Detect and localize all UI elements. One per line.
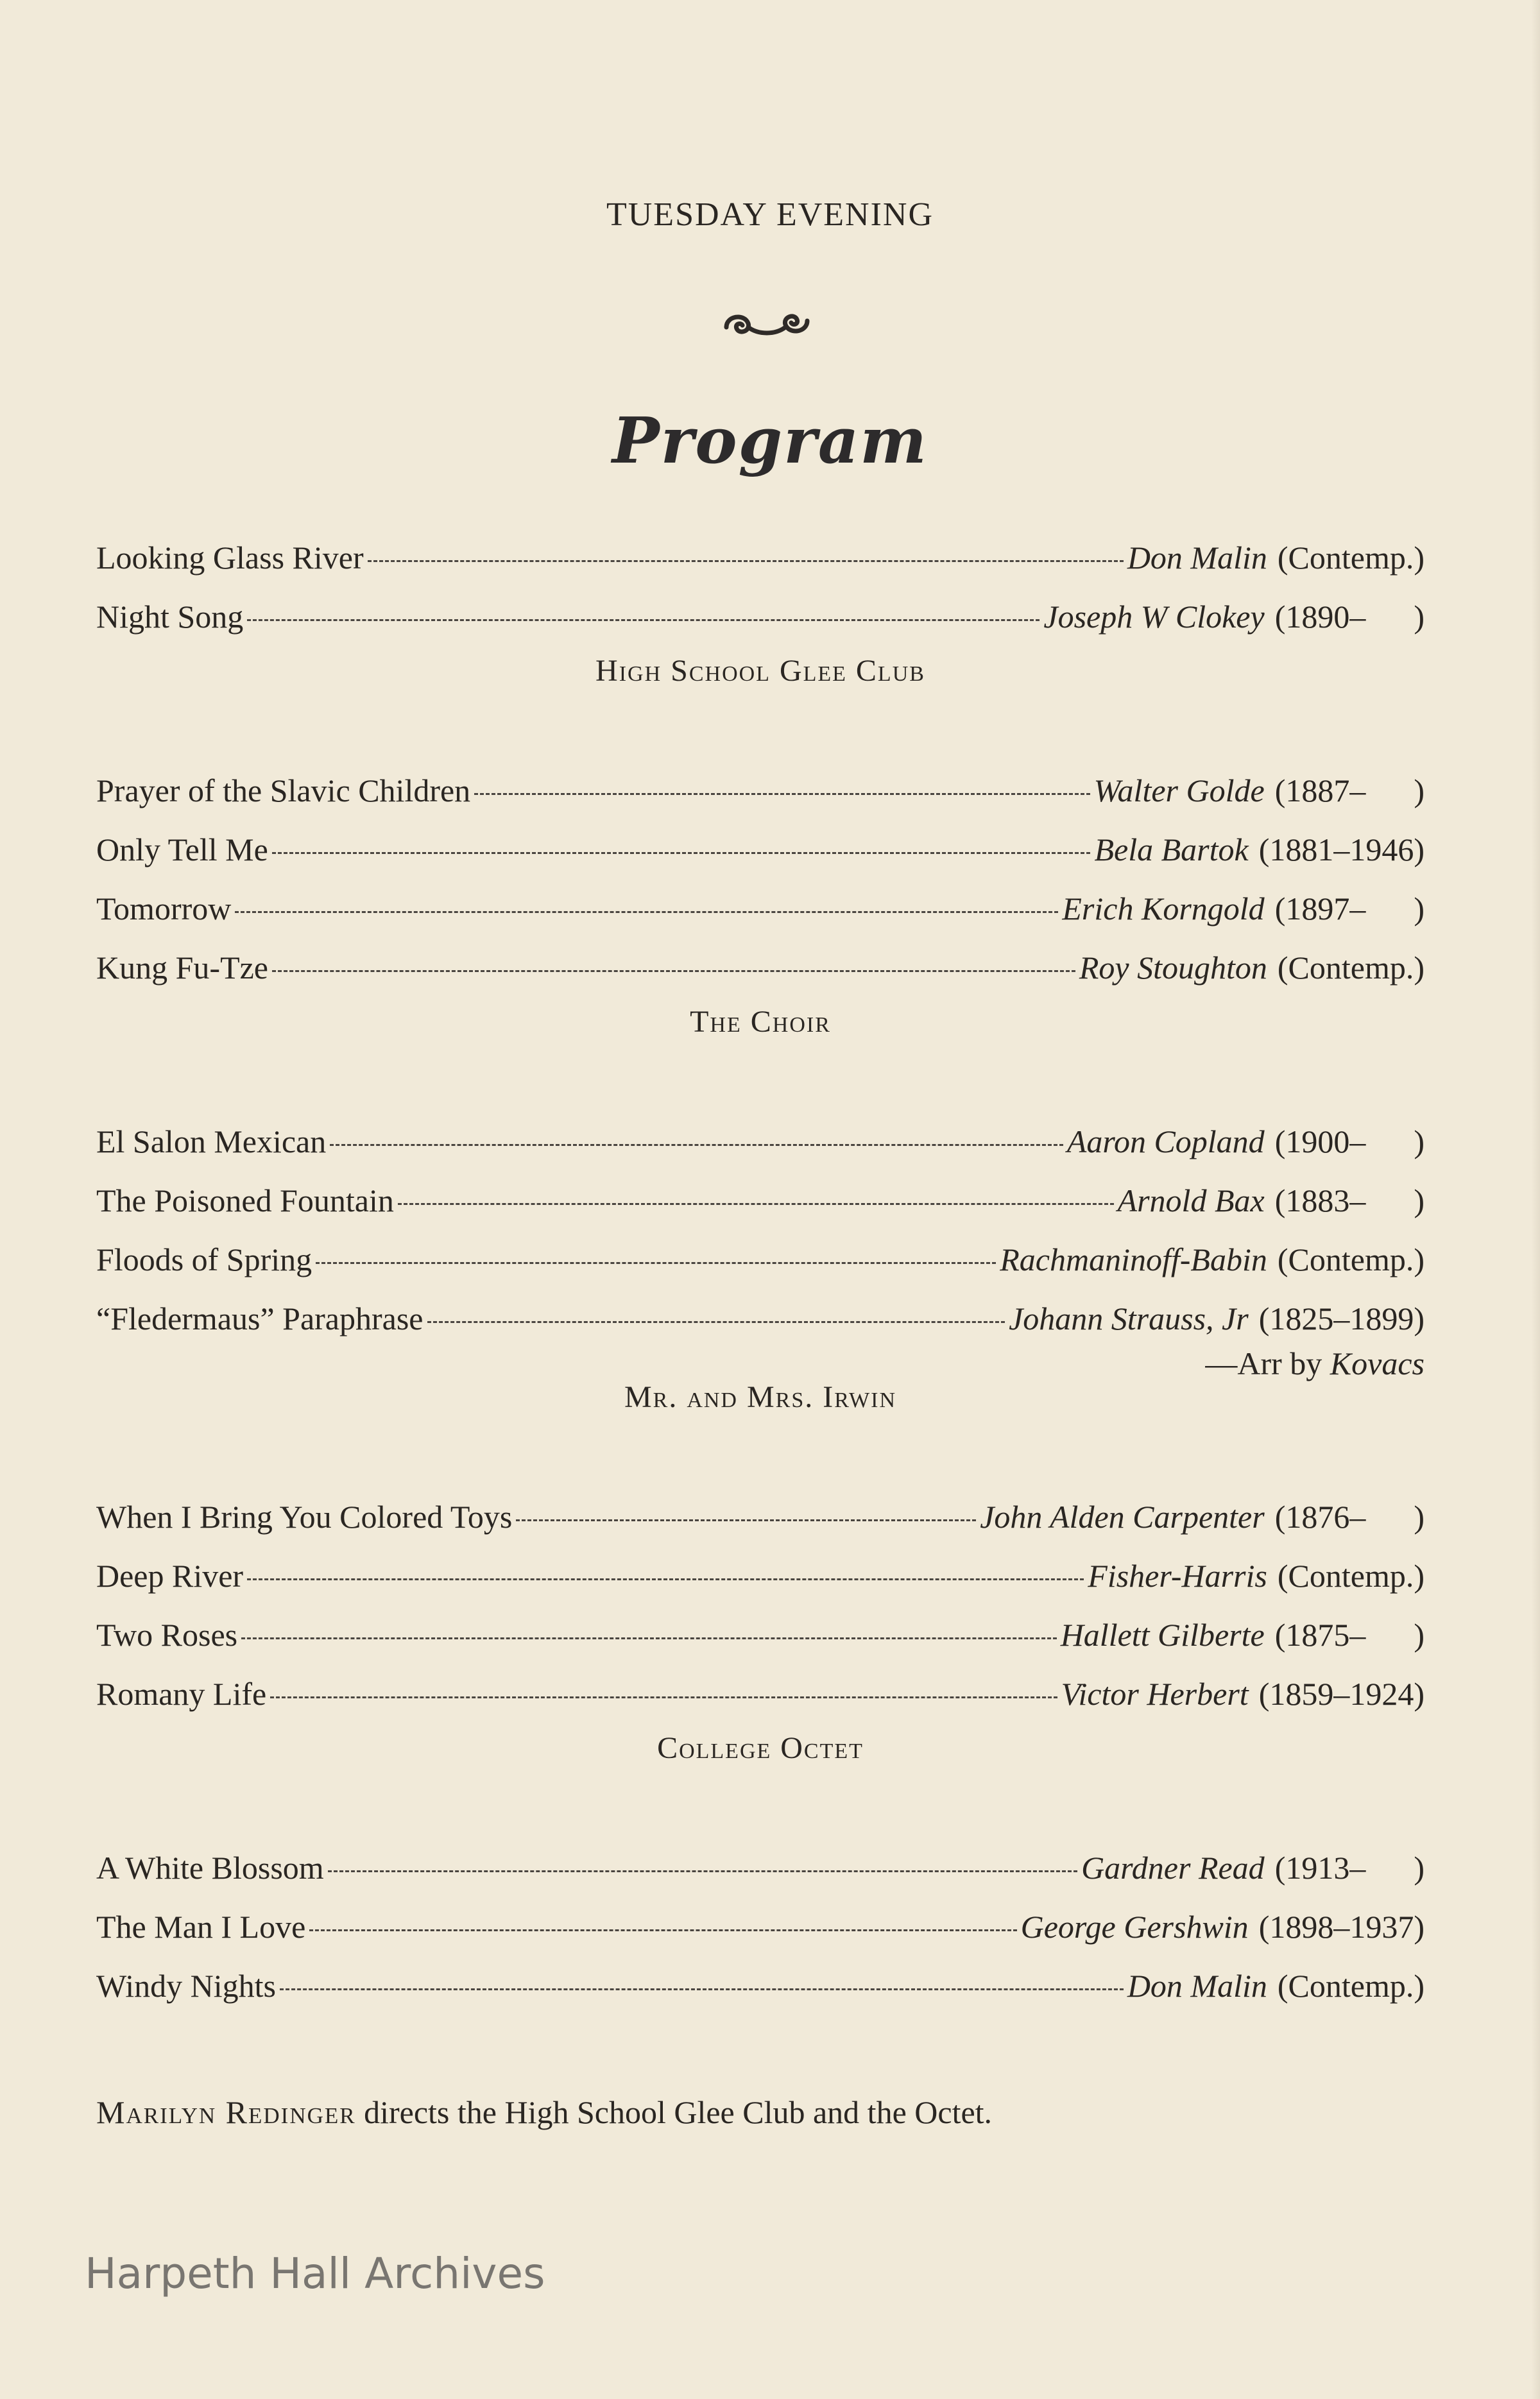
page-edge-shadow [1531,0,1540,2399]
director-name: Marilyn Redinger [96,2094,356,2130]
composer-dates: (Contemp.) [1277,950,1425,986]
composer-name: Rachmaninoff-Babin [1000,1242,1267,1277]
program-entry [96,1675,1425,1734]
work-title: Deep River [96,1558,244,1594]
work-title: El Salon Mexican [96,1123,327,1159]
program-group [96,1498,1425,1782]
composer-name: Fisher-Harris [1088,1558,1267,1594]
composer-name: George Gershwin [1020,1909,1249,1945]
composer-name: Don Malin [1127,540,1267,576]
work-title: When I Bring You Colored Toys [96,1499,513,1535]
program-entry [96,1498,1425,1557]
arrangement-note [96,1345,1425,1383]
program-group [96,772,1425,1055]
composer-dates: (1876– ) [1274,1499,1425,1535]
dotted-leader [235,911,1058,913]
dotted-leader [330,1144,1063,1146]
composer-dates: (1900– ) [1274,1123,1425,1159]
dotted-leader [368,560,1124,562]
composer-dates: (1897– ) [1274,891,1425,926]
dotted-leader [316,1262,996,1264]
dotted-leader [474,793,1090,795]
composer-dates: (1887– ) [1274,773,1425,808]
composer-name: Gardner Read [1081,1850,1265,1886]
program-entry [96,539,1425,598]
composer-dates: (Contemp.) [1277,1242,1425,1277]
dotted-leader [270,1696,1057,1698]
composer-dates: (1913– ) [1274,1850,1425,1886]
work-title: Looking Glass River [96,540,364,576]
composer-name: Aaron Copland [1066,1123,1265,1159]
work-title: Tomorrow [96,891,232,926]
performer-heading: High School Glee Club [595,654,925,688]
program-entry [96,1908,1425,1967]
program-group [96,539,1425,704]
page-heading: TUESDAY EVENING [606,196,934,233]
work-title: The Poisoned Fountain [96,1182,394,1218]
closing-note [96,2094,1425,2131]
program-entry [96,949,1425,1008]
program-entry [96,1182,1425,1241]
composer-name: Walter Golde [1093,773,1265,808]
program-entry [96,1123,1425,1182]
performer-heading: The Choir [690,1005,831,1039]
work-title: Prayer of the Slavic Children [96,773,471,808]
composer-dates: (1859–1924) [1258,1676,1425,1712]
dotted-leader [516,1519,976,1521]
performer-heading: Mr. and Mrs. Irwin [624,1380,897,1414]
work-title: Night Song [96,599,244,635]
dotted-leader [398,1203,1114,1205]
composer-dates: (1883– ) [1274,1182,1425,1218]
work-title: Two Roses [96,1617,238,1653]
composer-name: Johann Strauss, Jr [1009,1301,1249,1336]
work-title: “Fledermaus” Paraphrase [96,1301,424,1336]
work-title: Floods of Spring [96,1242,312,1277]
dotted-leader [309,1929,1016,1931]
closing-text: directs the High School Glee Club and the Octet. [355,2094,993,2130]
composer-name: Hallett Gilberte [1060,1617,1265,1653]
work-title: Romany Life [96,1676,267,1712]
dotted-leader [247,1578,1084,1580]
dotted-leader [247,619,1040,621]
composer-name: John Alden Carpenter [980,1499,1265,1535]
work-title: Kung Fu-Tze [96,950,268,986]
archive-watermark: Harpeth Hall Archives [85,2249,545,2298]
program-entry [96,1241,1425,1300]
composer-dates: (1825–1899) [1258,1301,1425,1336]
dotted-leader [272,970,1075,972]
program-title: Program [612,404,928,478]
program-group [96,1123,1425,1431]
composer-dates: (1881–1946) [1258,832,1425,867]
arranger-name: Kovacs [1330,1345,1425,1381]
composer-name: Victor Herbert [1061,1676,1249,1712]
work-title: Windy Nights [96,1968,276,2004]
composer-dates: (Contemp.) [1277,540,1425,576]
composer-name: Arnold Bax [1117,1182,1265,1218]
program-entry [96,1557,1425,1616]
dotted-leader [241,1637,1057,1639]
composer-name: Erich Korngold [1062,891,1265,926]
composer-dates: (1875– ) [1274,1617,1425,1653]
work-title: The Man I Love [96,1909,306,1945]
performer-heading: College Octet [657,1731,864,1765]
program-list [96,539,1425,2131]
dotted-leader [328,1870,1077,1872]
program-group [96,1849,1425,2026]
scroll-ornament-icon [719,302,815,346]
composer-name: Joseph W Clokey [1043,599,1265,635]
dotted-leader [427,1321,1005,1323]
composer-name: Roy Stoughton [1079,950,1267,986]
program-entry [96,890,1425,949]
program-entry [96,1967,1425,2026]
composer-dates: (Contemp.) [1277,1558,1425,1594]
composer-name: Don Malin [1127,1968,1267,2004]
composer-dates: (1898–1937) [1258,1909,1425,1945]
program-entry [96,772,1425,831]
program-entry [96,598,1425,657]
composer-name: Bela Bartok [1094,832,1249,867]
program-entry [96,831,1425,890]
composer-dates: (Contemp.) [1277,1968,1425,2004]
program-entry [96,1849,1425,1908]
arrangement-prefix: —Arr by [1205,1345,1322,1381]
dotted-leader [280,1988,1124,1990]
program-entry [96,1616,1425,1675]
composer-dates: (1890– ) [1274,599,1425,635]
work-title: A White Blossom [96,1850,324,1886]
dotted-leader [272,852,1091,854]
work-title: Only Tell Me [96,832,268,867]
